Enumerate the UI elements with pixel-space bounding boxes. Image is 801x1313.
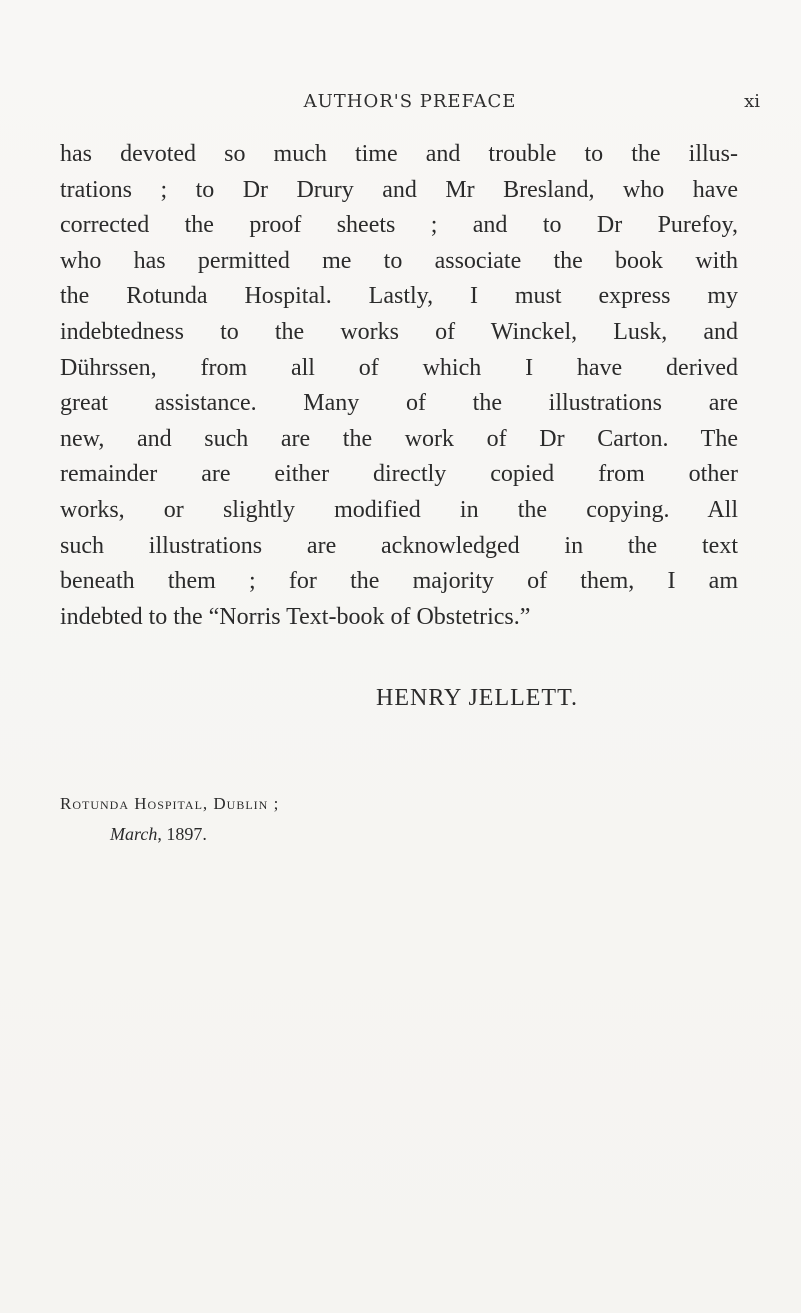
date-line (110, 824, 207, 845)
page-number: xi (744, 91, 760, 112)
author-signature: HENRY JELLETT. (376, 685, 578, 711)
text-line: remainder are either directly copied from other (60, 461, 738, 488)
text-line: beneath them ; for the majority of them, I am (60, 568, 738, 595)
place-line (60, 794, 279, 814)
text-line: the Rotunda Hospital. Lastly, I must express my (60, 283, 738, 310)
text-line: new, and such are the work of Dr Carton. The (60, 425, 738, 452)
preface-paragraph (60, 137, 738, 635)
text-line: who has permitted me to associate the book with (60, 247, 738, 274)
text-line: Dührssen, from all of which I have derived (60, 354, 738, 381)
text-line: trations ; to Dr Drury and Mr Bresland, who have (60, 176, 738, 203)
running-head (60, 91, 760, 121)
place-text: Rotunda Hospital, Dublin ; (60, 794, 280, 813)
text-line: such illustrations are acknowledged in the text (60, 532, 738, 559)
date-month: March (110, 824, 158, 844)
text-line: works, or slightly modified in the copying. All (60, 496, 738, 523)
text-line: great assistance. Many of the illustrations are (60, 390, 738, 417)
text-line: indebted to the “Norris Text-book of Obstetrics.” (60, 603, 531, 630)
text-line: indebtedness to the works of Winckel, Lusk, and (60, 318, 738, 345)
date-year: , 1897. (157, 824, 207, 844)
running-title: AUTHOR'S PREFACE (303, 91, 517, 112)
text-line: corrected the proof sheets ; and to Dr Purefoy, (60, 212, 738, 239)
text-line: has devoted so much time and trouble to the illus- (60, 141, 738, 167)
